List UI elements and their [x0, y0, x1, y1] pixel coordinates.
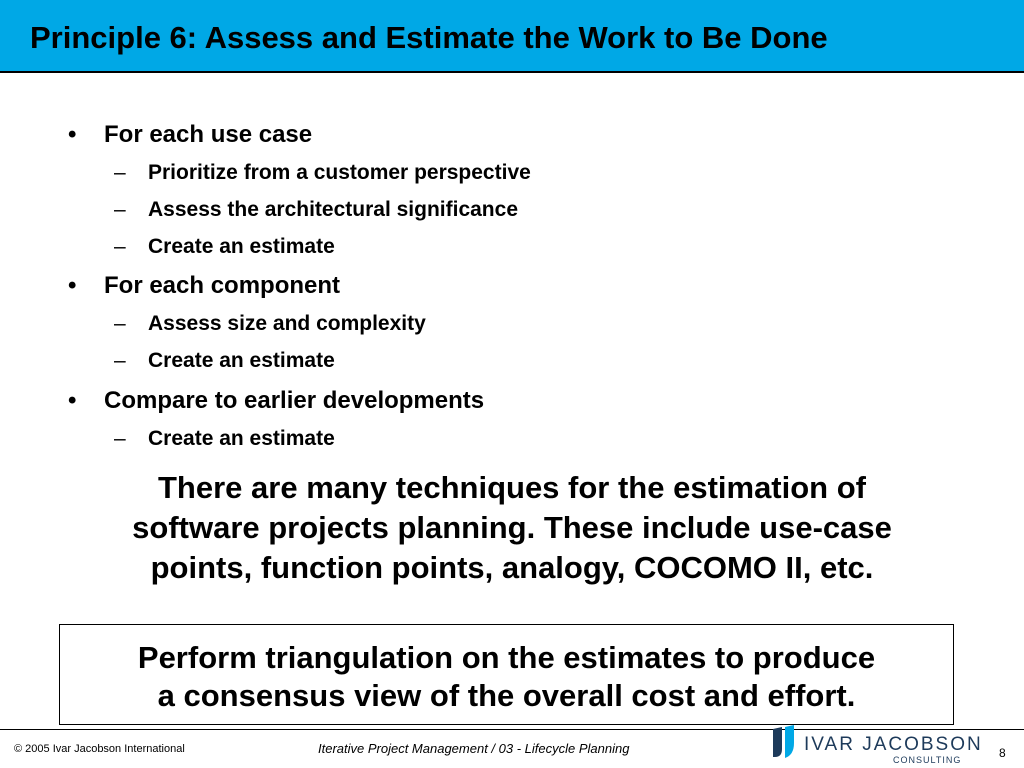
sub-bullet-item — [114, 198, 518, 222]
callout-line: a consensus view of the overall cost and effort. — [157, 678, 856, 713]
bullet-marker: • — [68, 387, 77, 414]
sub-bullet-text: Assess size and complexity — [148, 312, 426, 335]
bullet-item — [68, 272, 341, 300]
statement-line: software projects planning. These include use-case — [132, 510, 892, 545]
logo-subtitle: CONSULTING — [893, 755, 962, 765]
bullet-item — [68, 387, 485, 415]
callout-text — [60, 639, 953, 715]
bullet-item — [68, 121, 313, 149]
sub-bullet-text: Create an estimate — [148, 349, 335, 372]
sub-bullet-marker: – — [114, 198, 126, 221]
bullet-marker: • — [68, 272, 77, 299]
sub-bullet-text: Create an estimate — [148, 427, 335, 450]
statement-line: points, function points, analogy, COCOMO II, etc. — [150, 550, 874, 585]
ivar-jacobson-logo — [770, 725, 983, 765]
sub-bullet-marker: – — [114, 427, 126, 450]
bullet-text: For each component — [104, 272, 341, 299]
logo-wordmark: IVAR JACOBSON — [804, 734, 983, 755]
sub-bullet-marker: – — [114, 161, 126, 184]
sub-bullet-text: Prioritize from a customer perspective — [148, 161, 531, 184]
sub-bullet-marker: – — [114, 349, 126, 372]
sub-bullet-marker: – — [114, 235, 126, 258]
statement-line: There are many techniques for the estimation of — [158, 470, 866, 505]
sub-bullet-item — [114, 349, 335, 373]
bullet-text: Compare to earlier developments — [104, 387, 485, 414]
page-number: 8 — [999, 746, 1006, 760]
ivar-jacobson-logo-icon — [770, 725, 800, 759]
sub-bullet-item — [114, 161, 531, 185]
copyright-text: © 2005 Ivar Jacobson International — [14, 743, 185, 755]
estimation-techniques-statement — [40, 468, 984, 588]
bullet-marker: • — [68, 121, 77, 148]
sub-bullet-item — [114, 312, 426, 336]
sub-bullet-marker: – — [114, 312, 126, 335]
callout-line: Perform triangulation on the estimates to produce — [137, 640, 876, 675]
sub-bullet-text: Create an estimate — [148, 235, 335, 258]
triangulation-callout-box — [59, 624, 954, 725]
course-title: Iterative Project Management / 03 - Lifecycle Planning — [318, 741, 630, 756]
sub-bullet-item — [114, 427, 335, 451]
bullet-text: For each use case — [104, 121, 313, 148]
slide-title: Principle 6: Assess and Estimate the Work to Be Done — [30, 20, 828, 55]
sub-bullet-item — [114, 235, 335, 259]
sub-bullet-text: Assess the architectural significance — [148, 198, 518, 221]
